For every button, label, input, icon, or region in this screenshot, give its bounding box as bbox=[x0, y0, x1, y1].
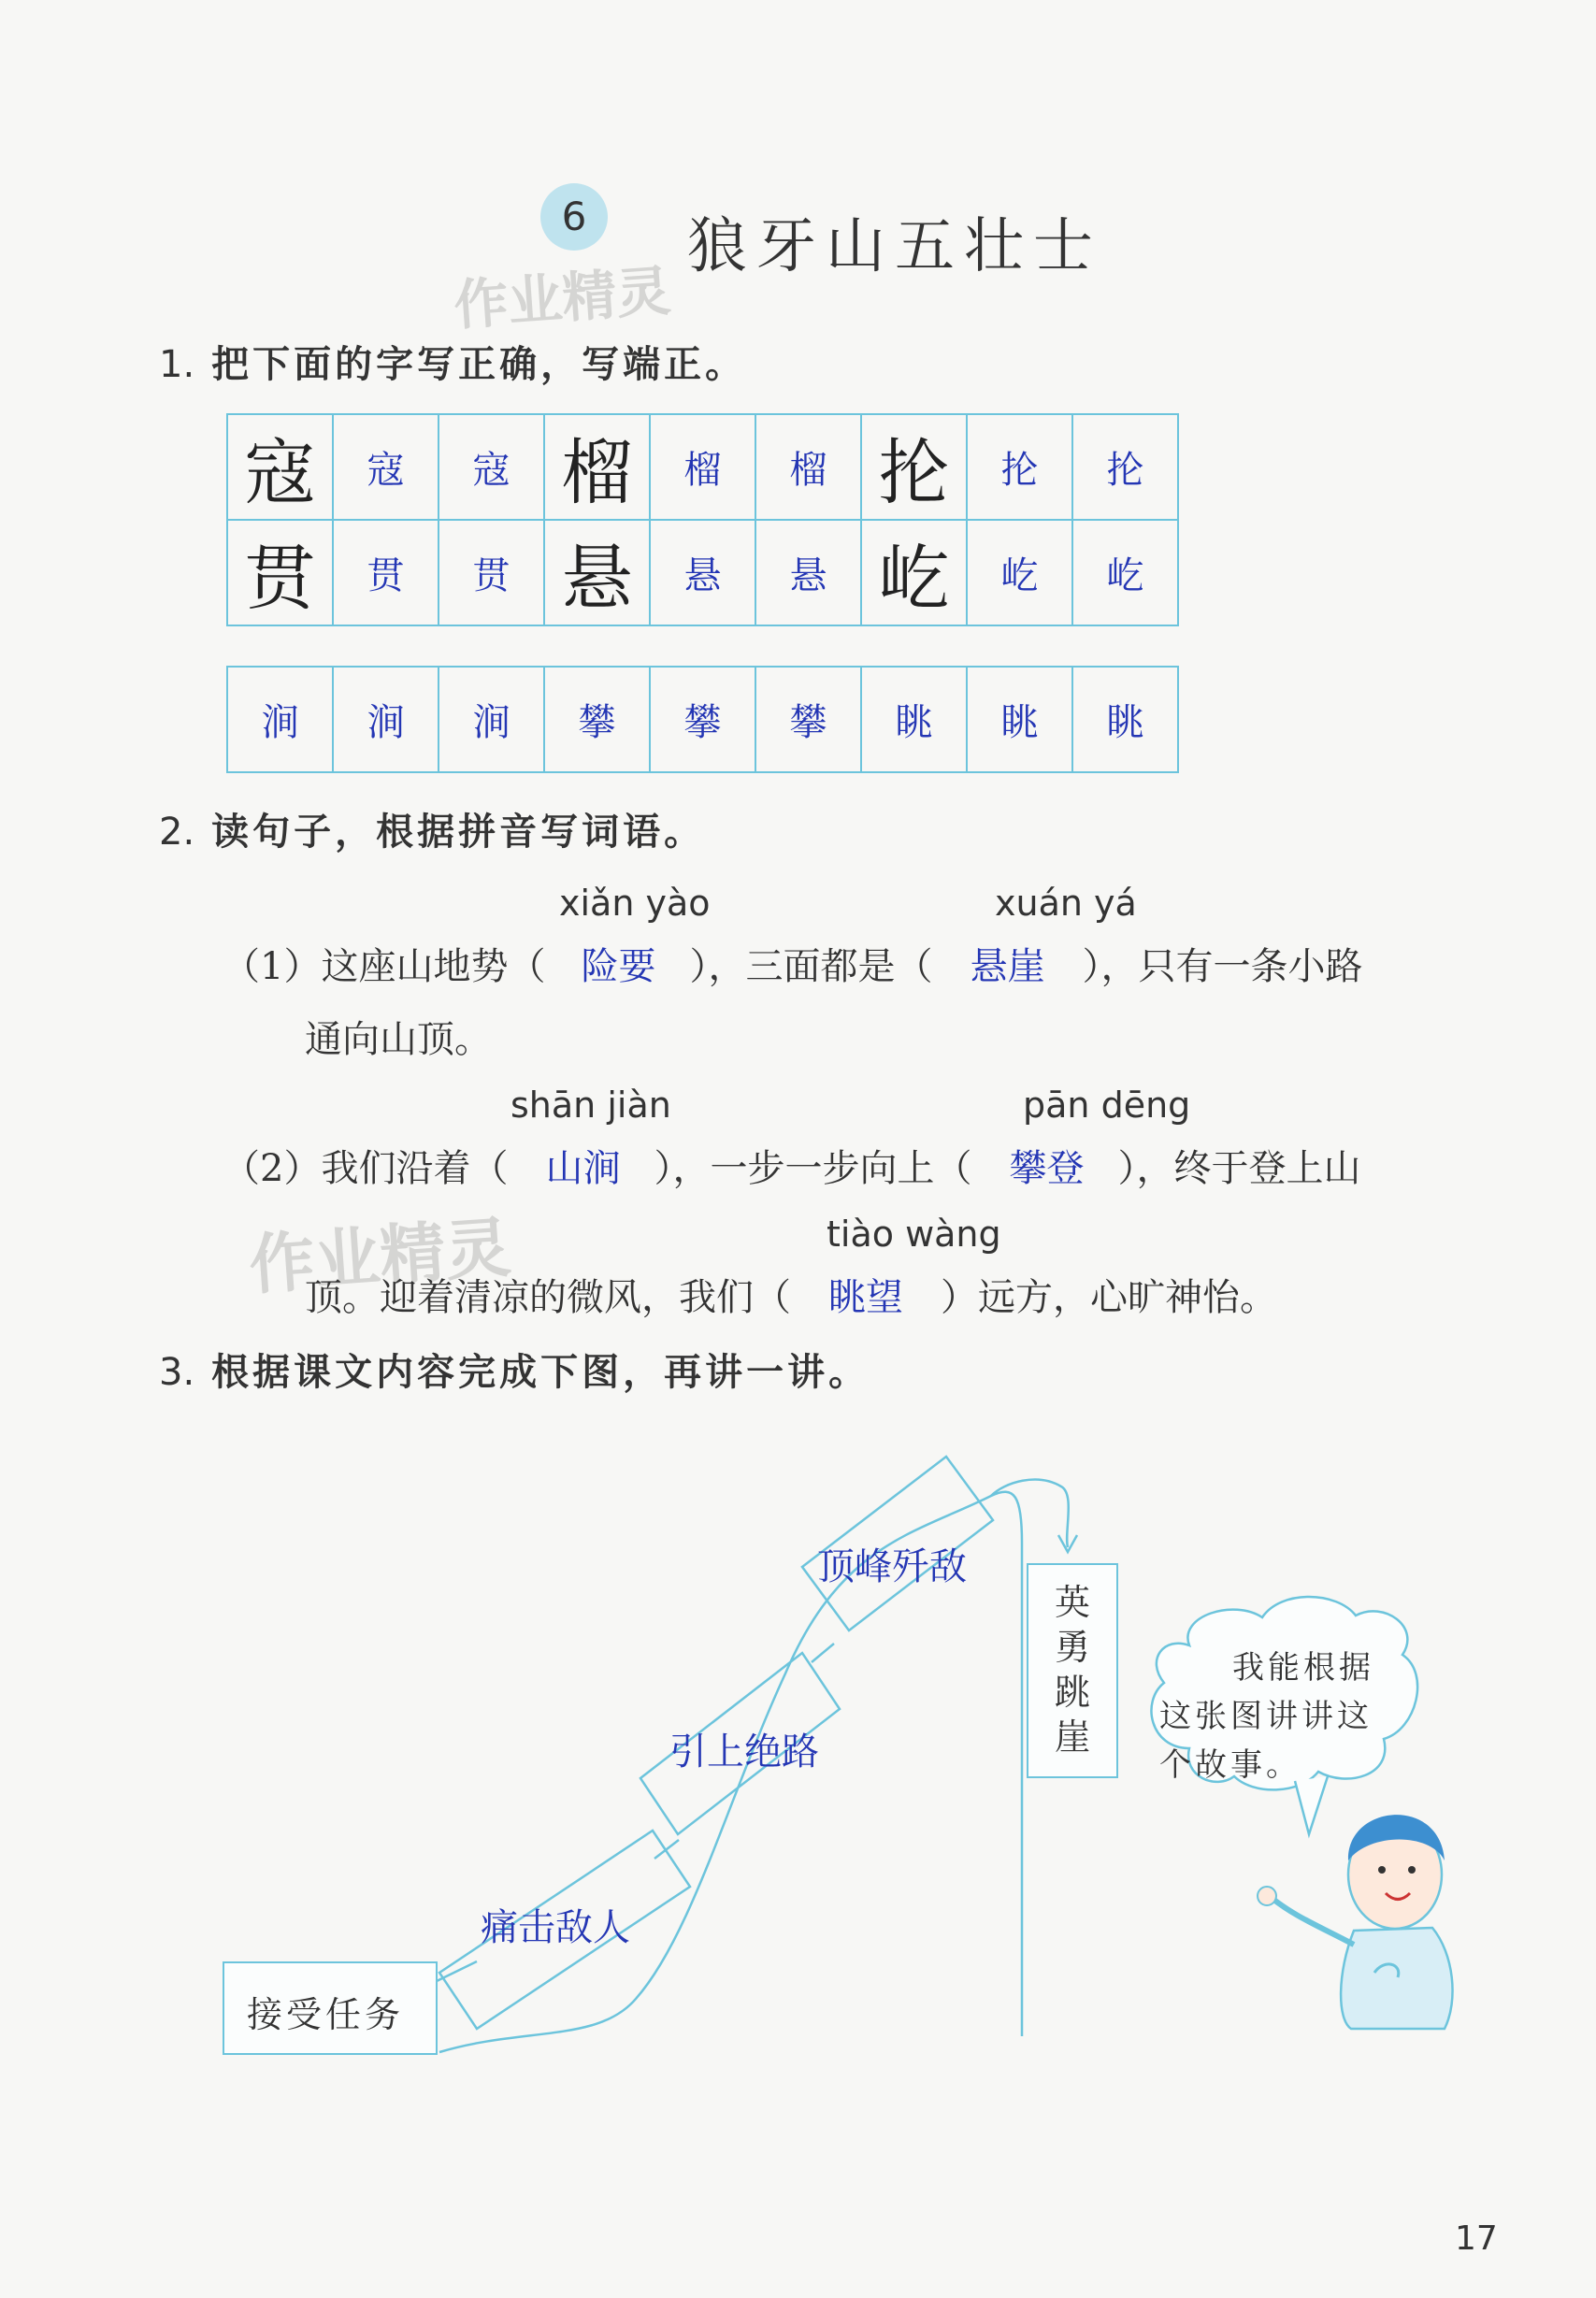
answer-char: 贯 bbox=[333, 520, 439, 625]
sentence-text: 顶。迎着清凉的微风，我们（ bbox=[305, 1276, 791, 1319]
answer-char: 抡 bbox=[967, 414, 1072, 520]
question-1-prompt: 把下面的字写正确，写端正。 bbox=[211, 342, 747, 386]
question-3-prompt: 根据课文内容完成下图，再讲一讲。 bbox=[211, 1350, 870, 1394]
model-char: 寇 bbox=[227, 414, 333, 520]
page-title: 狼牙山五壮士 bbox=[687, 212, 1102, 281]
answer-char: 眺 bbox=[861, 667, 967, 772]
model-char: 抡 bbox=[861, 414, 967, 520]
pinyin-shanjian: shān jiàn bbox=[510, 1084, 671, 1126]
answer-word: 眺望 bbox=[828, 1276, 903, 1319]
answer-char: 屹 bbox=[967, 520, 1072, 625]
answer-char: 寇 bbox=[333, 414, 439, 520]
answer-char: 榴 bbox=[755, 414, 861, 520]
answer-char: 屹 bbox=[1072, 520, 1178, 625]
answer-char: 悬 bbox=[755, 520, 861, 625]
answer-char: 贯 bbox=[439, 520, 544, 625]
step-label-end: 英勇跳崖 bbox=[1055, 1582, 1091, 1758]
sentence-text: ）远方，心旷神怡。 bbox=[941, 1276, 1277, 1319]
answer-char: 攀 bbox=[544, 667, 650, 772]
model-char: 贯 bbox=[227, 520, 333, 625]
pinyin-xuanya: xuán yá bbox=[995, 883, 1137, 924]
answer-char: 眺 bbox=[1072, 667, 1178, 772]
bubble-line-2: 这张图讲讲这 bbox=[1159, 1698, 1373, 1735]
pinyin-pandeng: pān dēng bbox=[1023, 1084, 1191, 1126]
arrow-2 bbox=[654, 1840, 679, 1859]
sentence-text: ），一步一步向上（ bbox=[654, 1147, 972, 1190]
boy-illustration bbox=[1258, 1815, 1453, 2029]
answer-char: 榴 bbox=[650, 414, 755, 520]
watermark-text: 作业精灵 bbox=[246, 1209, 513, 1304]
jump-arrow-curve bbox=[991, 1480, 1069, 1547]
sentence-text: ），三面都是（ bbox=[689, 945, 933, 988]
model-char: 屹 bbox=[861, 520, 967, 625]
sentence-text: 这座山地势（ bbox=[321, 945, 546, 988]
answer-char: 涧 bbox=[333, 667, 439, 772]
answer-word: 悬崖 bbox=[970, 945, 1045, 988]
question-2-prompt: 读句子，根据拼音写词语。 bbox=[211, 810, 706, 854]
answer-word: 山涧 bbox=[545, 1147, 621, 1190]
answer-char: 涧 bbox=[227, 667, 333, 772]
page-number: 17 bbox=[1455, 2219, 1498, 2258]
answer-char: 悬 bbox=[650, 520, 755, 625]
model-char: 榴 bbox=[544, 414, 650, 520]
answer-char: 寇 bbox=[439, 414, 544, 520]
answer-word: 险要 bbox=[581, 945, 656, 988]
pinyin-xianyao: xiǎn yào bbox=[559, 883, 711, 924]
arrow-3 bbox=[812, 1644, 834, 1662]
step-answer-2: 痛击敌人 bbox=[481, 1906, 630, 1949]
bubble-line-1: 我能根据 bbox=[1232, 1649, 1374, 1687]
sentence-text: ），终于登上山 bbox=[1117, 1147, 1361, 1190]
model-char: 悬 bbox=[544, 520, 650, 625]
sentence-2-label: （2） bbox=[223, 1147, 322, 1190]
step-answer-4: 顶峰歼敌 bbox=[817, 1545, 967, 1588]
pinyin-tiaowang: tiào wàng bbox=[827, 1214, 1001, 1255]
watermark-text: 作业精灵 bbox=[452, 258, 673, 338]
answer-char: 抡 bbox=[1072, 414, 1178, 520]
sentence-1-label: （1） bbox=[223, 945, 322, 988]
step-label-start: 接受任务 bbox=[247, 1994, 405, 2035]
sentence-text: ），只有一条小路 bbox=[1082, 945, 1363, 988]
question-1-number: 1. bbox=[159, 343, 195, 386]
answer-char: 攀 bbox=[755, 667, 861, 772]
answer-char: 攀 bbox=[650, 667, 755, 772]
answer-char: 涧 bbox=[439, 667, 544, 772]
question-2-number: 2. bbox=[159, 811, 195, 854]
answer-word: 攀登 bbox=[1009, 1147, 1085, 1190]
answer-char: 眺 bbox=[967, 667, 1072, 772]
bubble-line-3: 个故事。 bbox=[1159, 1746, 1301, 1784]
sentence-1-line-2: 通向山顶。 bbox=[305, 1018, 492, 1061]
question-3-number: 3. bbox=[159, 1351, 195, 1394]
lesson-number-badge: 6 bbox=[540, 183, 608, 251]
step-answer-3: 引上绝路 bbox=[669, 1731, 819, 1774]
sentence-text: 我们沿着（ bbox=[321, 1147, 509, 1190]
